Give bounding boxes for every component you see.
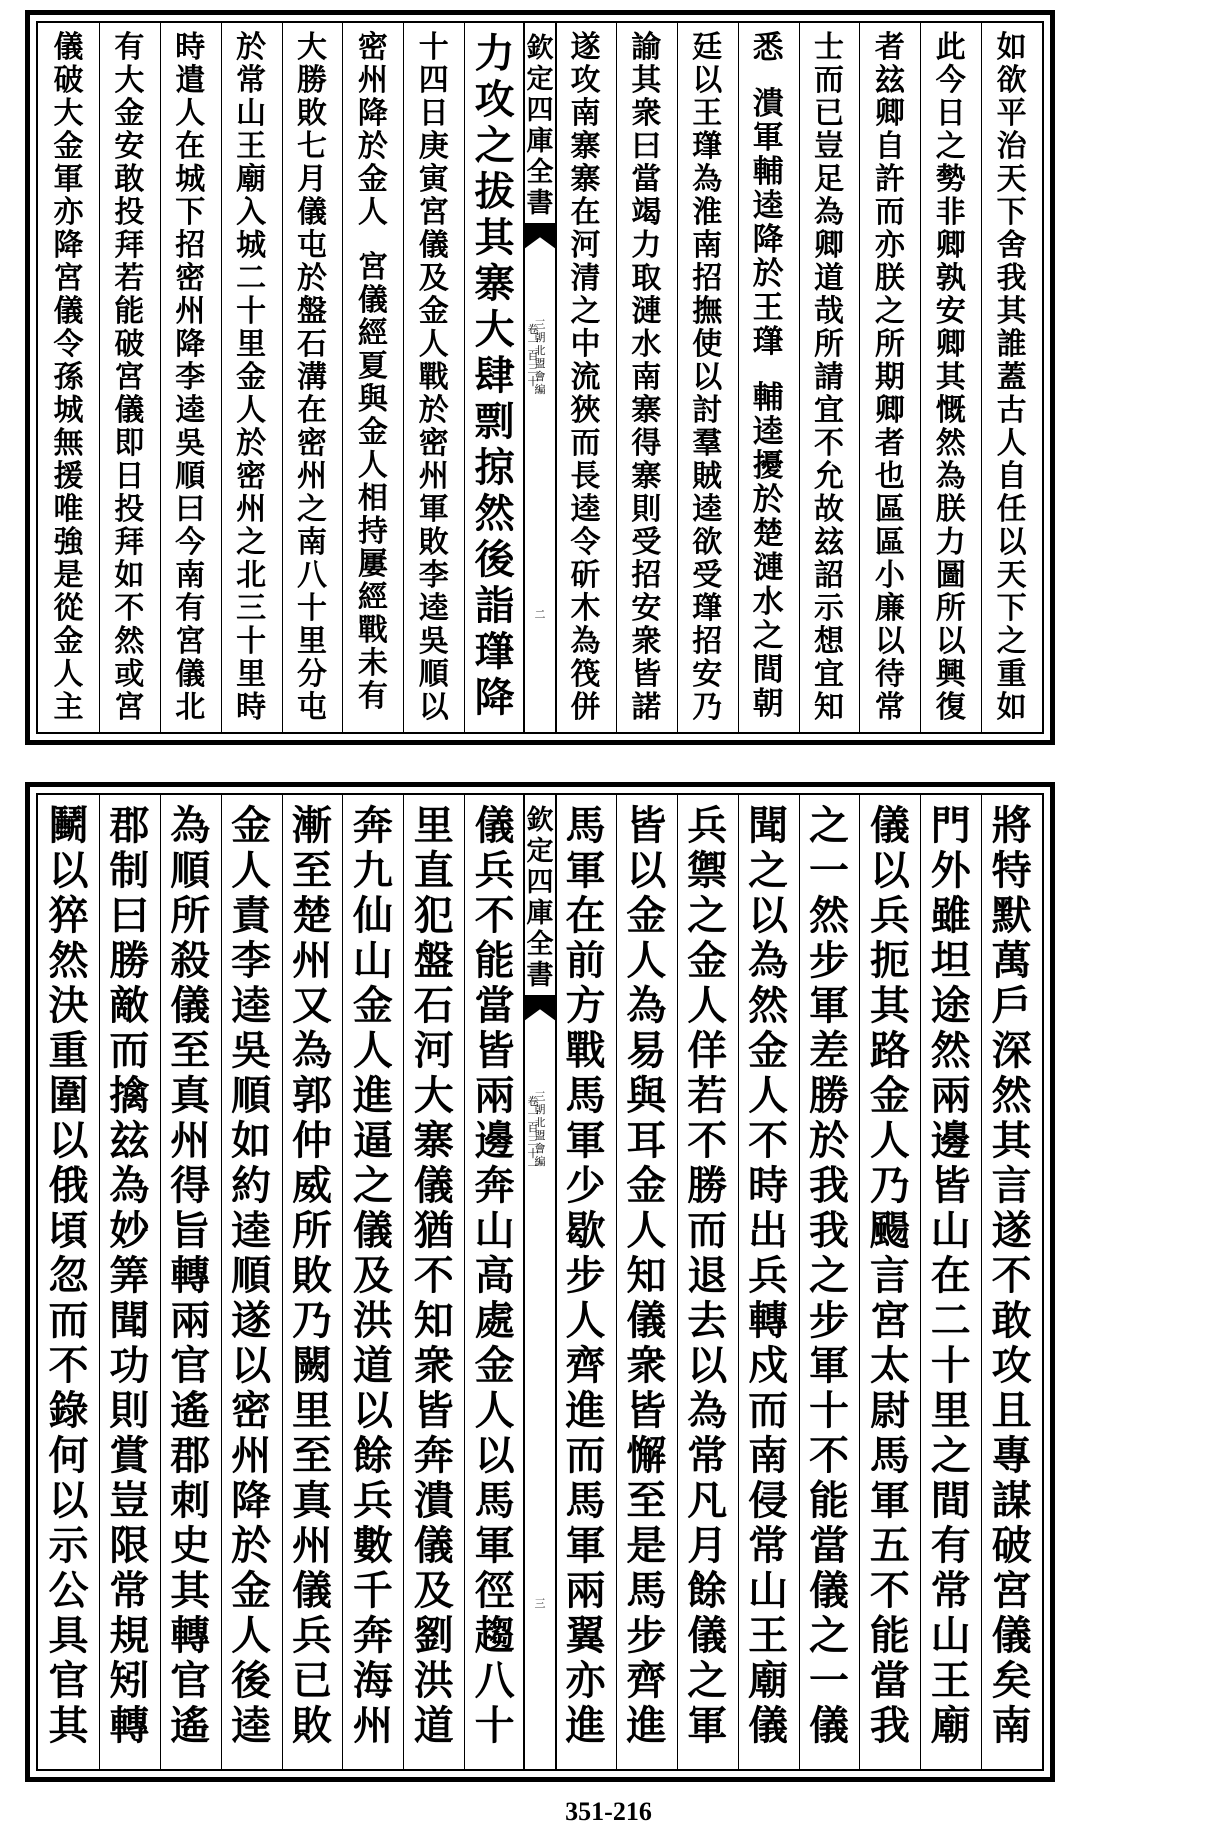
bottom-left-column-divider — [403, 795, 404, 1769]
bottom-left-column-6: 為 順 所 殺 儀 至 真 州 得 旨 轉 兩 官 遙 郡 刺 史 其 轉 官 遙 — [170, 802, 211, 1749]
top-right-column-divider — [799, 23, 800, 732]
top-left-column-divider — [342, 23, 343, 732]
top-left-column-divider — [282, 23, 283, 732]
top-left-column-4: 大 勝 敗 七 月 儀 屯 於 盤 石 溝 在 密 州 之 南 八 十 里 分 屯 — [296, 30, 327, 725]
top-center-volume: 卷 一 百 三 十 — [527, 323, 539, 388]
bottom-right-column-8: 馬 軍 在 前 方 戰 馬 軍 少 歇 步 人 齊 進 而 馬 軍 兩 翼 亦 進 — [565, 802, 606, 1749]
top-left-column-1: 力 攻 之 拔 其 寨 大 肆 剽 掠 然 後 詣 㻶 降 — [474, 30, 515, 721]
bottom-left-column-divider — [464, 795, 465, 1769]
top-left-column-5: 於 常 山 王 廟 入 城 二 十 里 金 人 於 密 州 之 北 三 十 里 時 — [236, 30, 267, 725]
bottom-left-column-5: 金 人 責 李 逵 吳 順 如 約 逵 順 遂 以 密 州 降 於 金 人 後 逵 — [231, 802, 272, 1749]
top-right-column-3: 者 玆 卿 自 許 而 亦 朕 之 所 期 卿 者 也 區 區 小 廉 以 待 常 — [874, 30, 905, 725]
top-right-column-divider — [920, 23, 921, 732]
bottom-right-column-3: 儀 以 兵 扼 其 路 金 人 乃 颺 言 宮 太 尉 馬 軍 五 不 能 當 我 — [869, 802, 910, 1749]
top-left-column-divider — [160, 23, 161, 732]
bottom-center-strip — [523, 795, 557, 1769]
bottom-page-frame — [25, 782, 1055, 1782]
bottom-right-column-divider — [920, 795, 921, 1769]
bottom-left-column-divider — [99, 795, 100, 1769]
top-right-column-5: 悉 潰 軍 輔 逵 降 於 王 㻶 輔 逵 擾 於 楚 漣 水 之 間 朝 — [752, 30, 784, 722]
bottom-right-column-1: 將 特 默 萬 戶 深 然 其 言 遂 不 敢 攻 且 專 謀 破 宮 儀 矣 南 — [991, 802, 1032, 1749]
bottom-right-column-divider — [859, 795, 860, 1769]
bottom-left-column-3: 奔 九 仙 山 金 人 進 逼 之 儀 及 洪 道 以 餘 兵 數 千 奔 海 州 — [352, 802, 393, 1749]
top-center-leaf-number: 二 — [534, 607, 546, 621]
top-right-column-divider — [738, 23, 739, 732]
top-page-inner-border — [36, 21, 1044, 734]
bottom-right-column-divider — [677, 795, 678, 1769]
top-right-column-8: 遂 攻 南 寨 寨 在 河 清 之 中 流 狹 而 長 逵 令 斫 木 為 筏 併 — [570, 30, 601, 725]
top-fish-tail-mark — [524, 223, 556, 249]
bottom-left-column-divider — [282, 795, 283, 1769]
bottom-left-column-7: 郡 制 曰 勝 敵 而 擒 玆 為 妙 筭 聞 功 則 賞 豈 限 常 規 矧 轉 — [109, 802, 150, 1749]
bottom-left-column-8: 鬭 以 猝 然 決 重 圍 以 俄 頃 忽 而 不 錄 何 以 示 公 具 官 其 — [48, 802, 89, 1749]
bottom-left-column-divider — [342, 795, 343, 1769]
top-center-strip — [523, 23, 557, 732]
top-right-column-4: 士 而 已 豈 足 為 卿 道 哉 所 請 宜 不 允 故 玆 詔 示 想 宜 知 — [813, 30, 844, 725]
top-right-column-divider — [981, 23, 982, 732]
top-left-column-divider — [403, 23, 404, 732]
top-left-column-divider — [464, 23, 465, 732]
top-center-book-title: 三 朝 北 盟 會 編 — [534, 318, 546, 396]
top-right-column-divider — [616, 23, 617, 732]
bottom-fish-tail-mark — [524, 995, 556, 1021]
top-left-column-divider — [99, 23, 100, 732]
bottom-center-title: 欽 定 四 庫 全 書 — [526, 805, 554, 991]
top-center-title: 欽 定 四 庫 全 書 — [526, 33, 554, 219]
bottom-right-column-divider — [799, 795, 800, 1769]
page-number: 351-216 — [565, 1797, 652, 1826]
bottom-left-column-divider — [160, 795, 161, 1769]
bottom-right-column-6: 兵 禦 之 金 人 佯 若 不 勝 而 退 去 以 為 常 凡 月 餘 儀 之 軍 — [687, 802, 728, 1749]
top-right-column-2: 此 今 日 之 勢 非 卿 孰 安 卿 其 慨 然 為 朕 力 圖 所 以 興 復 — [935, 30, 966, 725]
bottom-center-book-title: 三 朝 北 盟 會 編 — [534, 1090, 546, 1168]
bottom-page-inner-border — [36, 793, 1044, 1771]
top-left-column-6: 時 遣 人 在 城 下 招 密 州 降 李 逵 吳 順 曰 今 南 有 宮 儀 北 — [175, 30, 206, 725]
bottom-left-column-4: 漸 至 楚 州 又 為 郭 仲 威 所 敗 乃 闕 里 至 真 州 儀 兵 已 敗 — [291, 802, 332, 1749]
top-left-column-2: 十 四 日 庚 寅 宮 儀 及 金 人 戰 於 密 州 軍 敗 李 逵 吳 順 以 — [418, 30, 449, 725]
top-left-column-8: 儀 破 大 金 軍 亦 降 宮 儀 令 孫 城 無 援 唯 強 是 從 金 人 主 — [53, 30, 84, 725]
top-left-column-divider — [221, 23, 222, 732]
bottom-left-column-divider — [221, 795, 222, 1769]
bottom-right-column-7: 皆 以 金 人 為 易 與 耳 金 人 知 儀 衆 皆 懈 至 是 馬 步 齊 進 — [626, 802, 667, 1749]
bottom-right-column-divider — [738, 795, 739, 1769]
top-right-column-1: 如 欲 平 治 天 下 舍 我 其 誰 蓋 古 人 自 任 以 天 下 之 重 如 — [996, 30, 1027, 725]
top-right-column-divider — [677, 23, 678, 732]
top-left-column-7: 有 大 金 安 敢 投 拜 若 能 破 宮 儀 即 日 投 拜 如 不 然 或 宮 — [114, 30, 145, 725]
top-page-frame — [25, 10, 1055, 745]
bottom-right-column-2: 門 外 雖 坦 途 然 兩 邊 皆 山 在 二 十 里 之 間 有 常 山 王 廟 — [930, 802, 971, 1749]
bottom-right-column-divider — [981, 795, 982, 1769]
bottom-left-column-2: 里 直 犯 盤 石 河 大 寨 儀 猶 不 知 衆 皆 奔 潰 儀 及 劉 洪 道 — [413, 802, 454, 1749]
top-right-column-6: 廷 以 王 㻶 為 淮 南 招 撫 使 以 討 羣 賊 逵 欲 受 㻶 招 安 乃 — [692, 30, 723, 725]
bottom-center-leaf-number: 三 — [534, 1596, 546, 1610]
bottom-right-column-divider — [616, 795, 617, 1769]
bottom-center-volume: 卷 一 百 三 十 一 — [527, 1095, 539, 1173]
bottom-right-column-5: 聞 之 以 為 然 金 人 不 時 出 兵 轉 戍 而 南 侵 常 山 王 廟 儀 — [748, 802, 789, 1749]
bottom-right-column-4: 之 一 然 步 軍 差 勝 於 我 我 之 步 軍 十 不 能 當 儀 之 一 儀 — [808, 802, 849, 1749]
top-right-column-7: 諭 其 衆 曰 當 竭 力 取 漣 水 南 寨 得 寨 則 受 招 安 衆 皆 諾 — [631, 30, 662, 725]
bottom-left-column-1: 儀 兵 不 能 當 皆 兩 邊 奔 山 高 處 金 人 以 馬 軍 徑 趨 八 十 — [474, 802, 515, 1749]
top-left-column-3: 密 州 降 於 金 人 宮 儀 經 夏 與 金 人 相 持 屢 經 戰 未 有 — [357, 30, 388, 714]
top-right-column-divider — [859, 23, 860, 732]
